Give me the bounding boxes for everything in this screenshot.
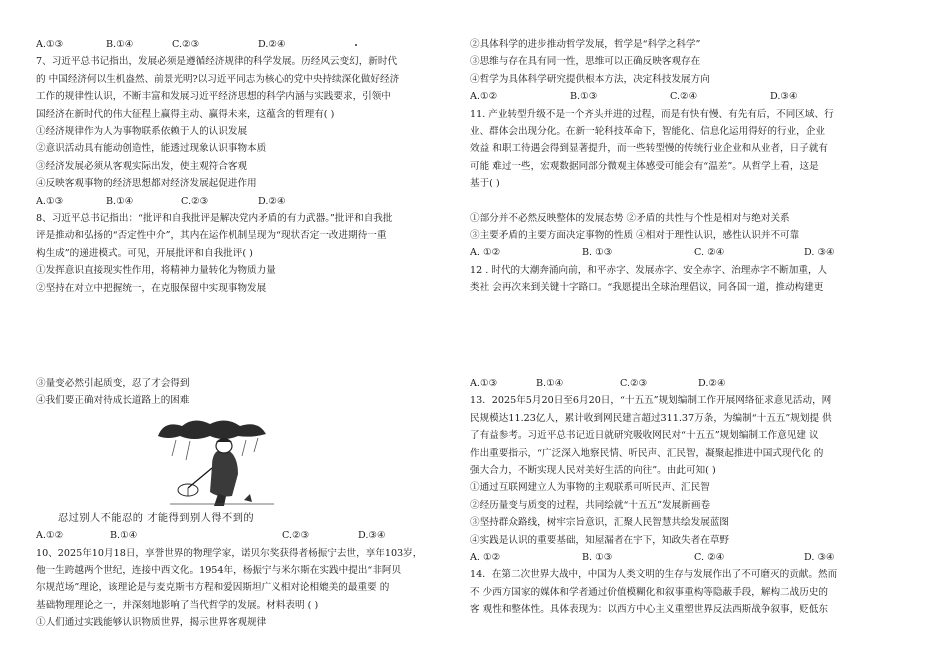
cartoon-caption: 忍过别人不能忍的 才能得到别人得不到的 (58, 512, 255, 524)
q11-item: ③主要矛盾的主要方面决定事物的性质 ④相对于理性认识，感性认识并不可靠 (470, 230, 800, 242)
option-b: B. ①③ (582, 552, 613, 564)
option-a: A.①② (470, 91, 498, 103)
q10-stem-line: 基础物理理论之一，并深刻地影响了当代哲学的发展。材料表明 ( ) (36, 599, 319, 611)
q9-item: ③量变必然引起质变，忍了才会得到 (36, 378, 190, 389)
q10-item: ④哲学为具体科学研究提供根本方法，决定科技发展方向 (470, 73, 710, 85)
option-c: C.②④ (670, 91, 698, 103)
option-c: C.②③ (172, 39, 200, 50)
option-a: A.①② (36, 530, 64, 542)
option-d: D. ③④ (804, 552, 835, 564)
person-hat (216, 438, 232, 442)
option-b: B.①④ (106, 39, 134, 50)
cloud-shape (158, 420, 266, 439)
q13-stem-line: 13．2025年5月20日至6月20日，“十五五”规划编制工作开展网络征求意见活动，网 (470, 395, 832, 407)
q7-item: ①经济规律作为人为事物联系依赖于人的认识发展 (36, 126, 248, 138)
person-body (210, 450, 238, 497)
option-b: B.①④ (536, 378, 564, 389)
option-b: B.①③ (570, 91, 598, 103)
q13-options (470, 549, 914, 566)
option-c: C.②③ (282, 530, 310, 542)
q11-stem-line: 效益 和职工待遇会得到显著提升，而一些转型慢的传统行业企业和从业者，日子就有 (470, 143, 829, 155)
q7-stem-line: 工作的规律性认识，不断丰富和发展习近平经济思想的科学内涵与实践要求，引领中 (36, 91, 391, 103)
option-b: B. ①③ (582, 247, 613, 259)
option-c: C.②③ (181, 195, 209, 207)
rod-line (188, 468, 212, 488)
option-c: C. ②④ (694, 247, 725, 259)
option-a: A.①③ (470, 378, 498, 389)
q8-stem-line: 构生成”的递进模式。可见，开展批评和自我批评( ) (36, 247, 253, 259)
bottom-left-panel (36, 375, 446, 632)
q12-stem-line: 12 . 时代的大潮奔涌向前，和平赤字、发展赤字、安全赤字、治理赤字不断加重，人 (470, 264, 828, 276)
q11-options (470, 244, 914, 261)
q10-stem-line: 10、2025年10月18日，享誉世界的物理学家，诺贝尔奖获得者杨振宁去世，享年103岁， (36, 547, 423, 559)
option-a: A.①③ (36, 195, 64, 207)
q7-stem-line: 7、习近平总书记指出，发展必须是遵循经济规律的科学发展。历经风云变幻，新时代 (36, 56, 398, 68)
q12-stem-line: 类社 会再次来到关键十字路口。“我愿提出全球治理倡议，同各国一道，推动构建更 (470, 282, 824, 294)
option-a: A. ①② (470, 552, 501, 564)
q10-options (470, 88, 914, 105)
cartoon-figure (36, 416, 446, 508)
q14-stem-line: 客 观性和整体性。具体表现为：以西方中心主义重塑世界反法西斯战争叙事，贬低东 (470, 604, 829, 616)
q8-stem-line: 8、习近平总书记指出：“批评和自我批评是解决党内矛盾的有力武器。”批评和自我批 (36, 213, 393, 225)
q10-item: ②具体科学的进步推动哲学发展，哲学是“科学之科学” (470, 39, 701, 50)
q10-stem-line: 他一生跨越两个世纪，连接中西文化。1954年，杨振宁与米尔斯在实践中提出“非阿贝 (36, 565, 402, 577)
option-d: D. ③④ (804, 247, 835, 259)
option-a: A.①③ (36, 39, 64, 50)
option-d: D.③④ (358, 530, 386, 542)
top-left-panel (36, 36, 446, 297)
q12-options (470, 375, 914, 392)
q13-item: ②经历量变与质变的过程，共同绘就“十五五”发展新画卷 (470, 499, 711, 511)
q10-item: ③思维与存在具有同一性，思维可以正确反映客观存在 (470, 56, 701, 68)
q8-item: ①发挥意识直接现实性作用，将精神力量转化为物质力量 (36, 265, 276, 277)
q9-item: ④我们要正确对待成长道路上的困难 (36, 395, 190, 407)
q13-item: ③坚持群众路线，树牢宗旨意识，汇聚人民智慧共绘发展蓝图 (470, 517, 730, 529)
q8-stem-line: 评是推动和弘扬的“否定性中介”，其内在运作机制呈现为“现状否定一改进期待一重 (36, 230, 387, 242)
q11-stem-line: 基于( ) (470, 178, 500, 190)
q7-stem-line: 的 中国经济何以生机盎然、前景光明?以习近平同志为核心的党中央持续深化做好经济 (36, 73, 400, 85)
bottom-right-panel (470, 375, 914, 619)
q8-item: ②坚持在对立中把握统一，在克服保留中实现事物发展 (36, 282, 267, 294)
q7-options (36, 193, 446, 210)
q13-item: ④实践是认识的重要基础，知屋漏者在宇下，知政失者在草野 (470, 534, 730, 546)
option-d: D.②④ (258, 39, 286, 50)
option-b: B.①④ (110, 530, 138, 542)
q13-stem-line: 强大合力，不断实现人民对美好生活的向往”。由此可知( ) (470, 465, 716, 477)
q6-options (36, 36, 446, 53)
top-right-panel (470, 36, 914, 297)
option-b: B.①④ (106, 195, 134, 207)
option-d: D.②④ (258, 195, 286, 207)
q7-stem-line: 国经济在新时代的伟大征程上赢得主动、赢得未来，这蕴含的哲理有( ) (36, 108, 335, 120)
option-a: A. ①② (470, 247, 501, 259)
q13-stem-line: 民规模达11.23亿人，累计收到网民建言超过311.37万条，为编制“十五五”规划提 供 (470, 412, 832, 424)
cartoon-illustration (154, 416, 284, 508)
q13-item: ①通过互联网建立人为事物的主观联系可听民声、汇民智 (470, 482, 710, 494)
q11-stem-line: 可能 难过一些，宏观数据同部分微观主体感受可能会有“温差”。从哲学上看，这是 (470, 160, 819, 172)
q7-item: ③经济发展必须从客观实际出发，使主观符合客观 (36, 160, 248, 172)
q9-options (36, 527, 446, 544)
q11-item: ①部分并不必然反映整体的发展态势 ②矛盾的共性与个性是相对与绝对关系 (470, 212, 790, 224)
q10-stem-line: 尔规范场”理论，该理论是与麦克斯韦方程和爱因斯坦广义相对论相媲美的最重要 的 (36, 582, 390, 594)
q7-item: ②意识活动具有能动创造性，能透过现象认识事物本质 (36, 143, 267, 155)
q11-stem-line: 11. 产业转型升级不是一个齐头并进的过程，而是有快有慢、有先有后，不同区域、行 (470, 108, 834, 120)
q11-stem-line: 业、群体会出现分化。在新一轮科技革命下，智能化、信息化运用得好的行业，企业 (470, 126, 825, 138)
q13-stem-line: 了有益参考。习近平总书记近日就研究吸收网民对“十五五”规划编制工作意见建 议 (470, 430, 819, 442)
q7-item: ④反映客观事物的经济思想都对经济发展起促进作用 (36, 178, 257, 190)
small-object (244, 494, 252, 502)
q14-stem-line: 不 少西方国家的媒体和学者通过价值模糊化和叙事重构等隐蔽手段，解构二战历史的 (470, 586, 829, 598)
option-d: D.②④ (698, 378, 726, 389)
option-c: C. ②④ (694, 552, 725, 564)
q10-item: ①人们通过实践能够认识物质世界，揭示世界客观规律 (36, 617, 267, 629)
option-c: C.②③ (620, 378, 648, 389)
option-d: D.③④ (770, 91, 798, 103)
q13-stem-line: 作出重要指示，“广泛深入地察民情、听民声、汇民智，凝聚起推进中国式现代化 的 (470, 447, 824, 459)
q14-stem-line: 14．在第二次世界大战中，中国为人类文明的生存与发展作出了不可磨灭的贡献。然而 (470, 569, 838, 581)
